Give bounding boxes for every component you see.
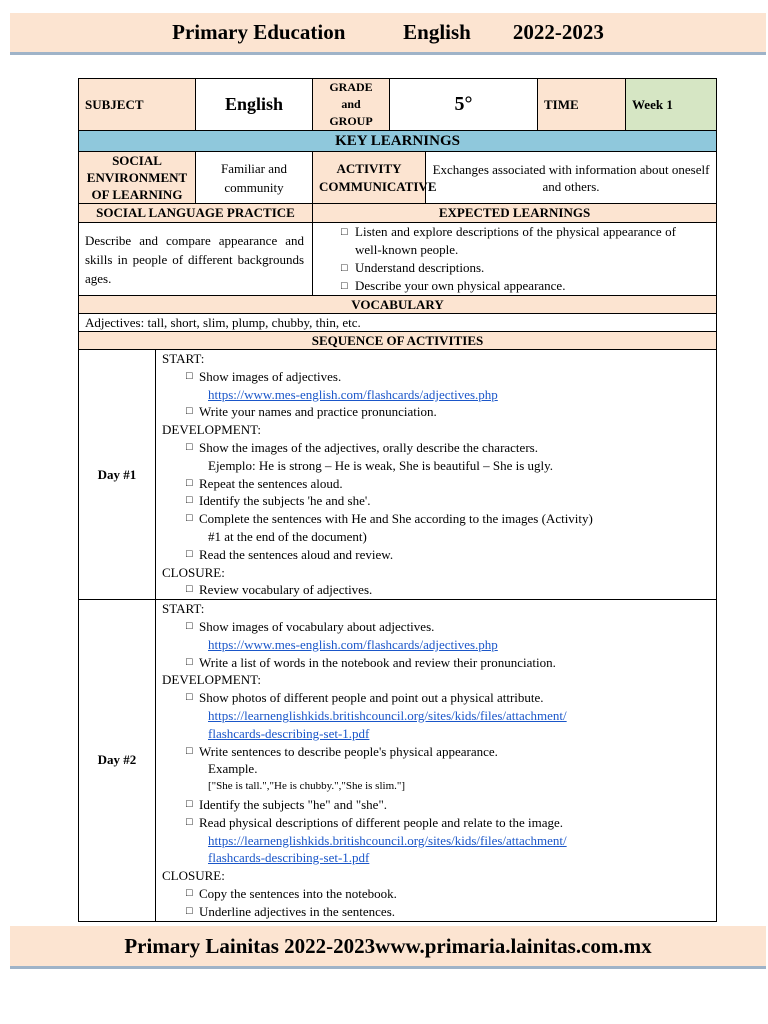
day2-dev-item: □ Write sentences to describe people's physical appearance.	[162, 743, 710, 761]
day1-adjectives-link[interactable]: https://www.mes-english.com/flashcards/adjectives.php	[208, 386, 498, 402]
vocabulary-text: Adjectives: tall, short, slim, plump, chubby, thin, etc.	[79, 314, 717, 332]
subject-label: SUBJECT	[79, 79, 196, 131]
day2-closure-item: □ Underline adjectives in the sentences.	[162, 903, 710, 921]
day1-start-item: □ Show images of adjectives.	[162, 368, 710, 386]
day1-activities	[156, 350, 717, 600]
social-env-value: Familiar and community	[196, 152, 313, 204]
day2-example-text: ["She is tall.","He is chubby.","She is slim."]	[208, 780, 406, 793]
day2-development-heading: DEVELOPMENT:	[162, 672, 262, 688]
lesson-plan-table	[78, 78, 717, 922]
day2-dev-item: □ Identify the subjects "he" and "she".	[162, 796, 710, 814]
day1-dev-item: □ Repeat the sentences aloud.	[162, 475, 710, 493]
activity-label: ACTIVITY COMMUNICATIVE	[313, 152, 426, 204]
day2-flashcards-link[interactable]: https://learnenglishkids.britishcouncil.org/sites/kids/files/attachment/	[208, 707, 567, 723]
day1-closure-heading: CLOSURE:	[162, 564, 225, 580]
expected-label: EXPECTED LEARNINGS	[313, 204, 717, 223]
key-learnings-title: KEY LEARNINGS	[79, 131, 717, 152]
sequence-label: SEQUENCE OF ACTIVITIES	[79, 332, 717, 350]
grade-label: GRADE and GROUP	[313, 79, 390, 131]
day2-dev-item: □ Show photos of different people and point out a physical attribute.	[162, 689, 710, 707]
day2-example-label: Example.	[208, 761, 258, 777]
day2-start-item: □ Show images of vocabulary about adjectives.	[162, 618, 710, 636]
expected-list-cell	[313, 223, 717, 296]
day2-closure-heading: CLOSURE:	[162, 868, 225, 884]
day2-flashcards-link[interactable]: https://learnenglishkids.britishcouncil.org/sites/kids/files/attachment/	[208, 832, 567, 848]
expected-item: □ Listen and explore descriptions of the physical appearance of well-known people.	[341, 223, 676, 259]
vocabulary-label: VOCABULARY	[79, 296, 717, 314]
footer-text: Primary Lainitas 2022-2023www.primaria.lainitas.com.mx	[124, 933, 652, 958]
practice-label: SOCIAL LANGUAGE PRACTICE	[79, 204, 313, 223]
practice-text: Describe and compare appearance and skills in people of different backgrounds ages.	[79, 223, 313, 296]
day1-dev-item: □ Show the images of the adjectives, orally describe the characters.	[162, 439, 710, 457]
day1-dev-item: □ Complete the sentences with He and She according to the images (Activity)	[162, 510, 710, 528]
day2-start-item: □ Write a list of words in the notebook and review their pronunciation.	[162, 654, 710, 672]
time-label: TIME	[538, 79, 626, 131]
day1-start-item: □ Write your names and practice pronunciation.	[162, 403, 710, 421]
activity-value: Exchanges associated with information about oneself and others.	[426, 152, 717, 204]
header-subject: English	[403, 20, 471, 44]
header-year: 2022-2023	[512, 20, 604, 44]
day2-flashcards-link[interactable]: flashcards-describing-set-1.pdf	[208, 850, 370, 866]
subject-value: English	[196, 79, 313, 131]
day1-dev-item: □ Identify the subjects 'he and she'.	[162, 492, 710, 510]
grade-value: 5°	[390, 79, 538, 131]
day1-start-heading: START:	[162, 351, 205, 366]
day2-activities	[156, 600, 717, 921]
day1-closure-item: □ Review vocabulary of adjectives.	[162, 581, 710, 599]
day2-closure-item: □ Copy the sentences into the notebook.	[162, 885, 710, 903]
day1-development-heading: DEVELOPMENT:	[162, 422, 262, 438]
expected-item: □ Understand descriptions.	[341, 259, 676, 277]
expected-item: □ Describe your own physical appearance.	[341, 277, 676, 295]
header-program: Primary Education	[172, 20, 346, 44]
day2-flashcards-link[interactable]: flashcards-describing-set-1.pdf	[208, 725, 370, 741]
header-banner	[10, 13, 766, 55]
day2-label: Day #2	[79, 600, 156, 921]
day1-dev-item: □ Read the sentences aloud and review.	[162, 546, 710, 564]
day1-dev-continuation: #1 at the end of the document)	[208, 528, 367, 544]
day2-adjectives-link[interactable]: https://www.mes-english.com/flashcards/adjectives.php	[208, 636, 498, 652]
day1-label: Day #1	[79, 350, 156, 600]
time-value: Week 1	[626, 79, 717, 131]
day2-start-heading: START:	[162, 601, 205, 617]
day2-dev-item: □ Read physical descriptions of different people and relate to the image.	[162, 814, 710, 832]
social-env-label: SOCIAL ENVIRONMENT OF LEARNING	[79, 152, 196, 204]
day1-dev-example: Ejemplo: He is strong – He is weak, She is beautiful – She is ugly.	[208, 457, 554, 473]
footer-banner	[10, 926, 766, 969]
expected-list	[341, 223, 676, 295]
